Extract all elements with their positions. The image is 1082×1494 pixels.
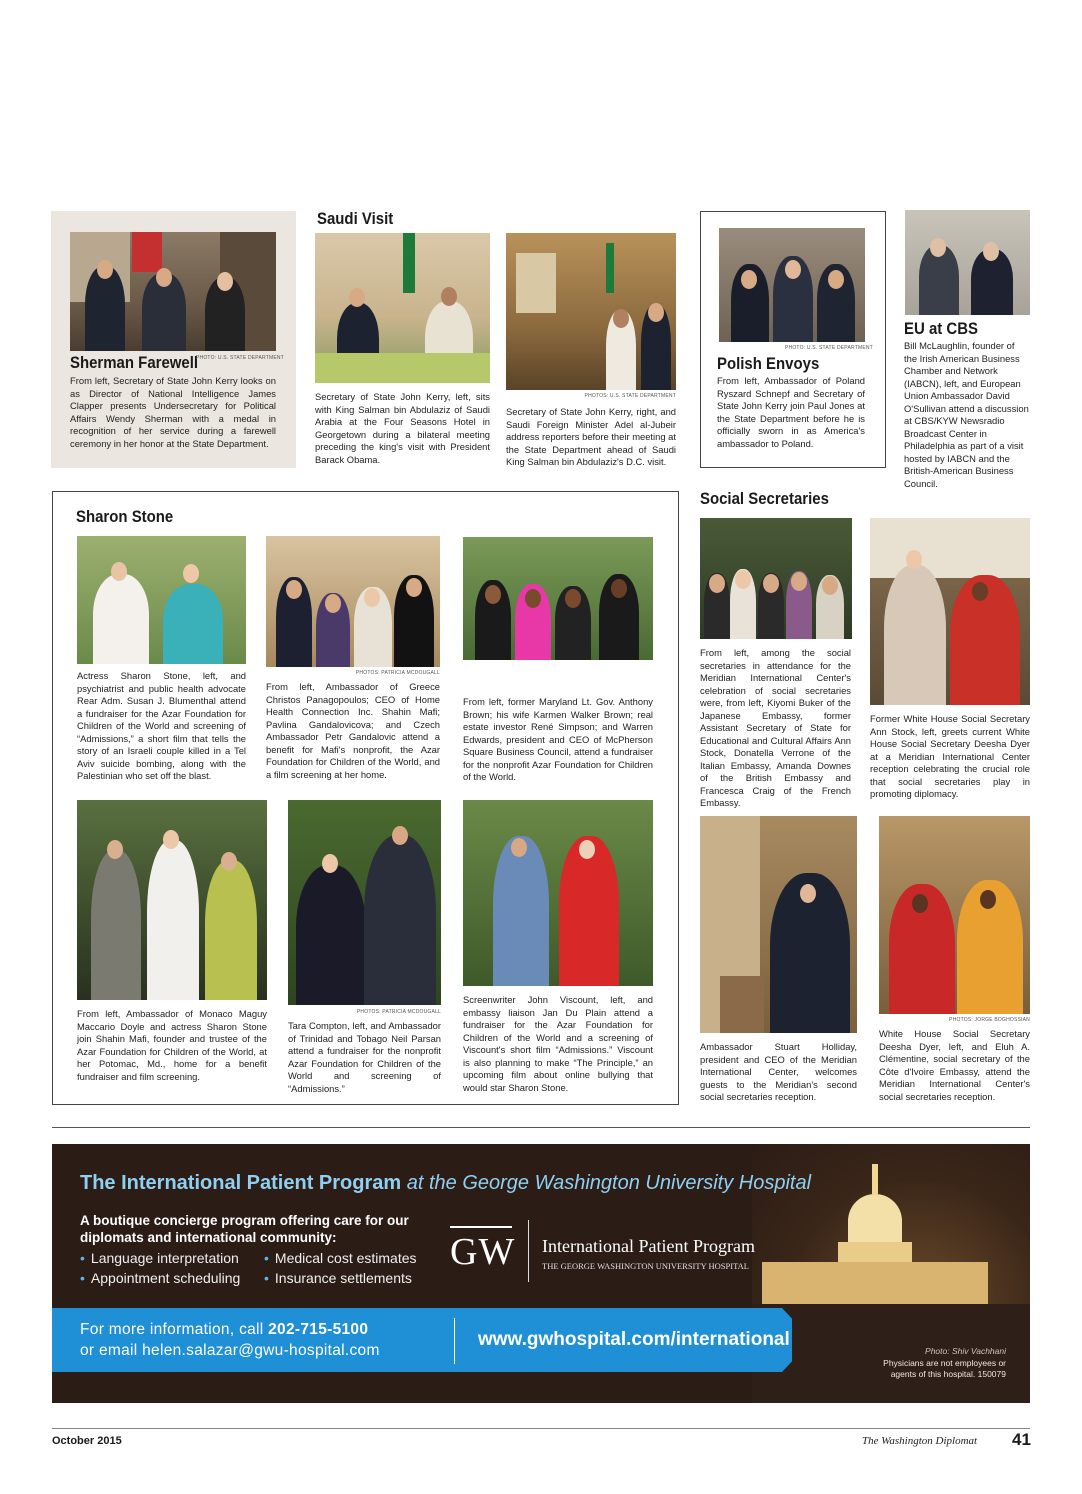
footer-rule [52,1428,1030,1429]
social-photo-3 [700,816,857,1033]
social-secretaries-title: Social Secretaries [700,489,829,508]
logo-subtitle: THE GEORGE WASHINGTON UNIVERSITY HOSPITAL [542,1261,749,1271]
sherman-farewell-caption: From left, Secretary of State John Kerry looks on as Director of National Intelligence James Clapper presents Undersecretary for Political Affairs Wendy Sherman with a medal in recognition of her service during a farewell ceremony in her honor at the State Department. [70,375,276,449]
eu-cbs-title: EU at CBS [904,319,978,338]
saudi-king-caption: Secretary of State John Kerry, left, sits with King Salman bin Abdulaziz of Saudi Arabia at the Four Seasons Hotel in Georgetown during a bilateral meeting preceding the king's visit with President Barack Obama. [315,391,490,465]
sherman-farewell-photo [70,232,276,351]
eu-cbs-caption: Bill McLaughlin, founder of the Irish American Business Chamber and Network (IABCN), left, and European Union Ambassador David O'Sullivan attend a discussion at CBS/KYW Newsradio Broadcast Center in Philadelphia as part of a visit hosted by IABCN and the British-American Business Council. [904,340,1029,489]
gw-hospital-ad [52,1144,1030,1403]
ad-disclaimer: Physicians are not employees or agents of this hospital. 150079 [883,1358,1006,1379]
stone-caption-2: From left, Ambassador of Greece Christos Panagopoulos; CEO of Home Health Connection Inc. Shahin Mafi; Pavlina Gandalovicova; and Czech Ambassador Petr Gandalovic attend a benefit for Mafi's nonprofit, the Azar Foundation for Children of the World, and a film screening at her home. [266,681,440,780]
stone-photo-4 [77,800,267,1000]
saudi-visit-title: Saudi Visit [317,209,394,228]
contact-phone[interactable]: 202-715-5100 [268,1321,369,1338]
social-caption-4: White House Social Secretary Deesha Dyer, left, and Eluh A. Clémentine, social secretary of the Côte d'Ivoire Embassy, attend the Meridian International Center's social secretaries reception. [879,1028,1030,1102]
bullet-icon: • [80,1250,85,1266]
gw-logo [450,1226,520,1276]
saudi-king-photo [315,233,490,383]
hospital-url[interactable]: www.gwhospital.com/international [478,1329,790,1350]
stone-caption-5: Tara Compton, left, and Ambassador of Trinidad and Tobago Neil Parsan attend a fundraiser for the nonprofit Azar Foundation for Children of the World and screening of “Admissions.” [288,1020,441,1094]
eu-cbs-photo [905,210,1030,315]
logo-name: International Patient Program [542,1236,755,1256]
social-photo-2 [870,518,1030,705]
social-photo-4 [879,816,1030,1014]
social-caption-2: Former White House Social Secretary Ann Stock, left, greets current White House Social Secretary Deesha Dyer at a Meridian International Center reception celebrating the crucial role that social secretaries play in promoting diplomacy. [870,713,1030,799]
stone-photo-2 [266,536,440,667]
contact-email[interactable]: or email helen.salazar@gwu-hospital.com [80,1342,380,1359]
logo-divider [528,1220,529,1282]
social-caption-1: From left, among the social secretaries in attendance for the Meridian International Center's celebration of social secretaries were, from left, Kiyomi Buker of the Japanese Embassy, former Assistant Secretary of State for Educational and Cultural Affairs Ann Stock, Donatella Verrone of the Italian Embassy, Amanda Downes of the British Embassy and Francesca Craig of the French Embassy. [700,647,851,808]
saudi-minister-photo [506,233,676,390]
polish-envoys-title: Polish Envoys [717,354,820,373]
bullet-icon: • [264,1250,269,1266]
footer-page-number: 41 [1012,1430,1031,1449]
footer-publication: The Washington Diplomat [862,1435,978,1447]
ad-bullet-4: • Insurance settlements [264,1270,412,1286]
stone-photo-3 [463,537,653,660]
ad-bullet-3: • Medical cost estimates [264,1250,417,1266]
stone-credit-2: PHOTOS: PATRICIA MCDOUGALL [356,1009,441,1015]
bullet-icon: • [264,1270,269,1286]
ad-title-bold: The International Patient Program [80,1172,402,1194]
social-credit: PHOTOS: JORGE BOGHOSSIAN [949,1017,1030,1023]
gw-logo-letters: GW [450,1231,516,1273]
bullet-icon: • [80,1270,85,1286]
stone-photo-5 [288,800,441,1005]
social-photo-1 [700,518,852,639]
sharon-stone-title: Sharon Stone [76,507,174,526]
stone-photo-6 [463,800,653,986]
footer-date: October 2015 [52,1435,122,1447]
saudi-credit: PHOTOS: U.S. STATE DEPARTMENT [584,393,676,399]
ad-intro: A boutique concierge program offering care for our diplomats and international community: [80,1213,409,1245]
sherman-farewell-credit: PHOTO: U.S. STATE DEPARTMENT [196,355,284,361]
ad-title [80,1172,811,1195]
ad-bullet-2: • Appointment scheduling [80,1270,241,1286]
polish-envoys-photo [719,228,865,342]
stone-caption-3: From left, former Maryland Lt. Gov. Anthony Brown; his wife Karmen Walker Brown; real estate investor René Simpson; and Warren Edwards, president and CEO of McPherson Square Business Council, attend a fundraiser for the nonprofit Azar Foundation for Children of the World. [463,696,653,782]
social-caption-3: Ambassador Stuart Holliday, president and CEO of the Meridian International Center, welcomes guests to the Meridian's second social secretaries reception. [700,1041,857,1102]
stone-caption-1: Actress Sharon Stone, left, and psychiatrist and public health advocate Rear Adm. Susan J. Blumenthal attend a fundraiser for the Azar Foundation for Children of the World and screening of “Admissions,” a short film that tells the story of an Israeli couple killed in a Tel Aviv suicide bombing, along with the Palestinian who set off the blast. [77,670,246,781]
section-divider [52,1127,1030,1128]
ad-photo-credit: Photo: Shiv Vachhani [925,1346,1006,1356]
band-divider [454,1318,455,1364]
contact-line-1: For more information, call 202-715-5100 [80,1321,369,1338]
stone-photo-1 [77,536,246,664]
stone-caption-4: From left, Ambassador of Monaco Maguy Maccario Doyle and actress Sharon Stone join Shahin Mafi, founder and trustee of the Azar Foundation for Children of the World, at her Potomac, Md., home for a benefit fundraiser and film screening. [77,1008,267,1082]
stone-credit-1: PHOTOS: PATRICIA MCDOUGALL [355,670,440,676]
polish-envoys-caption: From left, Ambassador of Poland Ryszard Schnepf and Secretary of State John Kerry join Paul Jones at the State Department before he is officially sworn in as America's ambassador to Poland. [717,375,865,449]
polish-envoys-credit: PHOTO: U.S. STATE DEPARTMENT [785,345,873,351]
ad-bullet-1: • Language interpretation [80,1250,239,1266]
ad-title-italic: at the George Washington University Hospital [406,1172,812,1194]
saudi-minister-caption: Secretary of State John Kerry, right, and Saudi Foreign Minister Adel al-Jubeir address reporters before their meeting at the State Department ahead of Saudi King Salman bin Abdulaziz's D.C. visit. [506,406,676,467]
sherman-farewell-title: Sherman Farewell [70,353,199,372]
stone-caption-6: Screenwriter John Viscount, left, and embassy liaison Jan Du Plain attend a fundraiser for the Azar Foundation for Children of the World and a screening of Viscount's short film “Admissions.” Viscount is also planning to make “The Principle,” an upcoming film about online bullying that would star Sharon Stone. [463,994,653,1093]
